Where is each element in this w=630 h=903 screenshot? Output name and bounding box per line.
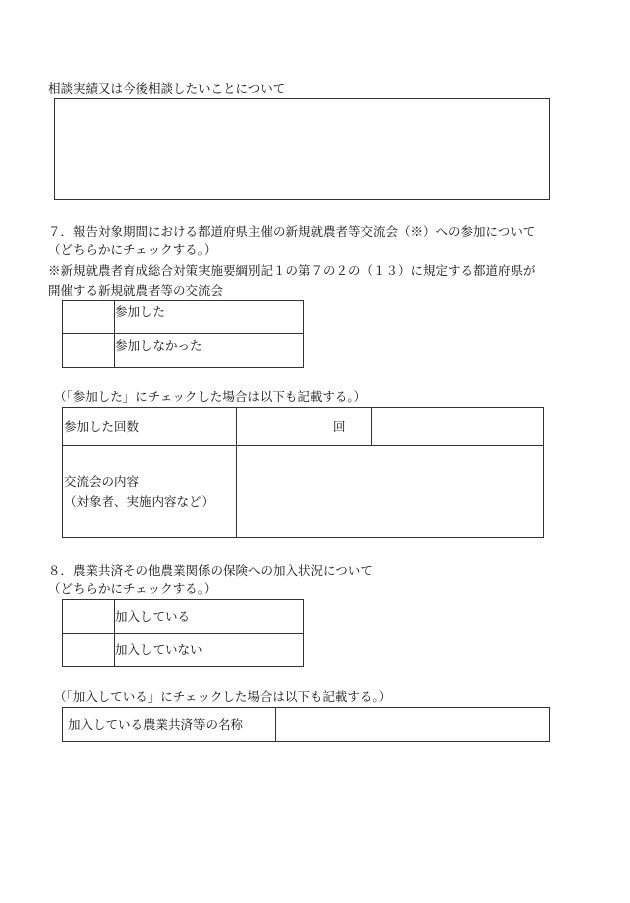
checkbox-not-enrolled[interactable] [63,634,114,666]
option-not-enrolled: 加入していない [115,642,203,657]
count-unit: 回 [333,419,346,434]
consultation-textarea[interactable] [54,98,550,200]
count-unit-divider [371,407,372,445]
option-enrolled: 加入している [115,609,191,624]
section8-followup-note: （「加入している」にチェックした場合は以下も記載する。） [54,689,392,704]
checkbox-enrolled[interactable] [63,600,114,633]
option-participated: 参加した [115,304,166,319]
section7-instruction: （どちらかにチェックする。） [48,242,217,257]
section8-title: ８．農業共済その他農業関係の保険への加入状況について [48,563,373,578]
section8-instruction: （どちらかにチェックする。） [48,581,217,596]
count-input[interactable] [237,408,333,445]
content-label-line2: （対象者、実施内容など） [64,494,215,509]
section7-title: ７．報告対象期間における都道府県主催の新規就農者等交流会（※）への参加について [48,224,536,239]
insurance-name-input[interactable] [276,708,549,741]
count-label: 参加した回数 [64,419,140,434]
section7-note-line1: ※新規就農者育成総合対策実施要綱別記１の第７の２の（１３）に規定する都道府県が [48,263,536,278]
option-not-participated: 参加しなかった [115,338,203,353]
insurance-name-label: 加入している農業共済等の名称 [68,717,244,732]
checkbox-participated[interactable] [63,301,114,333]
content-input[interactable] [237,446,543,537]
checkbox-not-participated[interactable] [63,334,114,367]
section7-followup-note: （「参加した」にチェックした場合は以下も記載する。） [54,389,367,404]
content-label-line1: 交流会の内容 [64,474,140,489]
consultation-heading: 相談実績又は今後相談したいことについて [48,81,286,96]
section7-note-line2: 開催する新規就農者等の交流会 [48,283,224,298]
